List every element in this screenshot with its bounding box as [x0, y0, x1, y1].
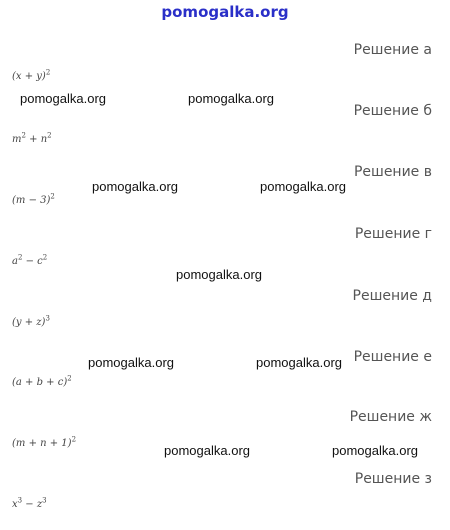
expression-base: (x + y) [12, 71, 46, 82]
watermark: pomogalka.org [332, 443, 418, 458]
expression-zh [12, 435, 77, 449]
expression-tail-exponent: 2 [47, 131, 52, 140]
expression-tail-exponent: 3 [42, 496, 47, 505]
expression-z [12, 496, 47, 510]
expression-base: (m − 3) [12, 195, 51, 206]
watermark: pomogalka.org [88, 355, 174, 370]
expression-v [12, 192, 55, 206]
watermark: pomogalka.org [176, 267, 262, 282]
solution-heading-a[interactable]: Решение а [353, 42, 432, 58]
expression-exponent: 3 [45, 314, 50, 323]
solution-heading-zh[interactable]: Решение ж [349, 409, 432, 425]
expression-exponent: 3 [17, 496, 23, 505]
expression-base: (y + z) [12, 317, 46, 328]
watermark: pomogalka.org [256, 355, 342, 370]
solution-heading-d[interactable]: Решение д [352, 288, 432, 304]
expression-base: (a + b + c) [12, 377, 68, 388]
solution-heading-b[interactable]: Решение б [353, 103, 432, 119]
expression-exponent: 2 [21, 131, 26, 140]
expression-exponent: 2 [71, 435, 77, 444]
expression-tail: − z [22, 499, 43, 510]
expression-exponent: 2 [45, 68, 51, 77]
expression-exponent: 2 [50, 192, 55, 201]
watermark: pomogalka.org [92, 179, 178, 194]
expression-exponent: 2 [17, 253, 23, 262]
solution-heading-z[interactable]: Решение з [354, 471, 432, 487]
solution-heading-e[interactable]: Решение е [353, 349, 432, 365]
expression-d [12, 314, 50, 328]
expression-exponent: 2 [67, 374, 72, 383]
site-logo[interactable]: pomogalka.org [161, 3, 289, 21]
expression-base: a [12, 256, 18, 267]
expression-g [12, 253, 48, 267]
watermark: pomogalka.org [164, 443, 250, 458]
expression-tail: + n [25, 134, 48, 145]
expression-base: x [12, 499, 18, 510]
solution-heading-v[interactable]: Решение в [353, 164, 432, 180]
expression-base: m [12, 134, 22, 145]
watermark: pomogalka.org [20, 91, 106, 106]
expression-e [12, 374, 72, 388]
solution-heading-g[interactable]: Решение г [354, 226, 432, 242]
expression-b [12, 131, 52, 145]
expression-tail-exponent: 2 [42, 253, 48, 262]
expression-tail: − c [22, 256, 43, 267]
expression-a [12, 68, 51, 82]
watermark: pomogalka.org [260, 179, 346, 194]
watermark: pomogalka.org [188, 91, 274, 106]
expression-base: (m + n + 1) [12, 438, 72, 449]
